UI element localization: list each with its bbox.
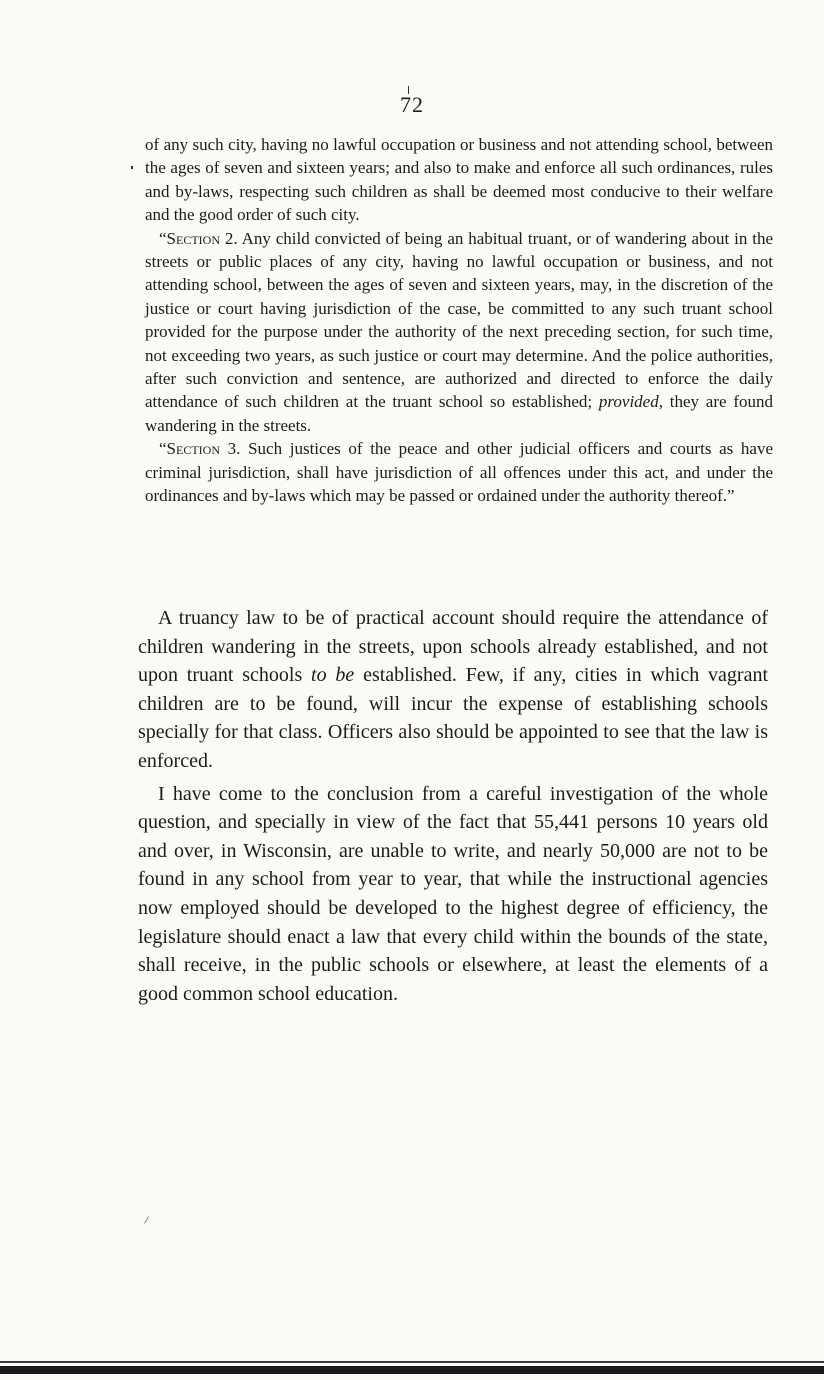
stray-mark: [131, 166, 133, 169]
commentary-paragraph-2: I have come to the conclusion from a careful investigation of the whole question, and specially in view of the fact that 55,441 persons 10 years old and over, in Wisconsin, are unable to write, and nearly 50,000 are not to be found in any school from year to year, that while the instructional agencies now employed should be developed to the highest degree of efficiency, the legislature should enact a law that every child within the bounds of the state, shall receive, in the public schools or elsewhere, at least the elements of a good common school education.: [138, 782, 768, 1005]
section-3-heading: Section 3.: [166, 439, 241, 459]
stray-mark: [144, 1216, 149, 1223]
para-1-italic: to be: [311, 664, 355, 687]
proviso-word: provided,: [598, 392, 663, 412]
statute-section-3: [145, 437, 773, 507]
para-1-text-end: established. Few, if any, cities in which vagrant children are to be found, will incur the expense of establishing schools specially for that class. Officers also should be appointed to see that the law is enforced.: [138, 664, 769, 772]
open-quote: “: [159, 228, 167, 248]
commentary: [138, 604, 768, 1008]
quoted-statute: [145, 133, 773, 508]
bottom-rule: [0, 1366, 824, 1374]
statute-continuation: of any such city, having no lawful occupation or business and not attending school, between the ages of seven and sixteen years; and also to make and enforce all such ordinances, rules and by-laws, respecting such children as shall be deemed most conducive to their welfare and the good order of such city.: [145, 135, 773, 225]
page-number: 72: [400, 92, 424, 117]
section-2-text: Any child convicted of being an habitual truant, or of wandering about in the streets or public places of any city, having no lawful occupation or business, and not attending school, between the ages of seven and sixteen years, may, in the discretion of the justice or court having jurisdiction of the case, be committed to any such truant school provided for the purpose under the authority of the next preceding section, for such time, not exceeding two years, as such justice or court may determine. And the police authorities, after such conviction and sentence, are authorized and directed to enforce the daily attendance of such children at the truant school so established;: [145, 228, 773, 412]
open-quote: “: [159, 439, 167, 459]
para-1-text: A truancy law to be of practical account should require the attendance of children wandering in the streets, upon schools already established, and not upon truant schools: [138, 607, 768, 687]
section-2-heading: Section 2.: [166, 228, 238, 248]
bottom-rule-thin: [0, 1361, 824, 1363]
commentary-paragraph-1: [138, 604, 768, 776]
proviso-text: they are found wandering in the streets.: [145, 392, 774, 435]
section-3-text: Such justices of the peace and other judicial officers and courts as have criminal jurisdiction, shall have jurisdiction of all offences under this act, and under the ordinances and by-laws which may be passed or ordained under the authority thereof.”: [145, 439, 774, 506]
statute-section-2: [145, 227, 773, 438]
